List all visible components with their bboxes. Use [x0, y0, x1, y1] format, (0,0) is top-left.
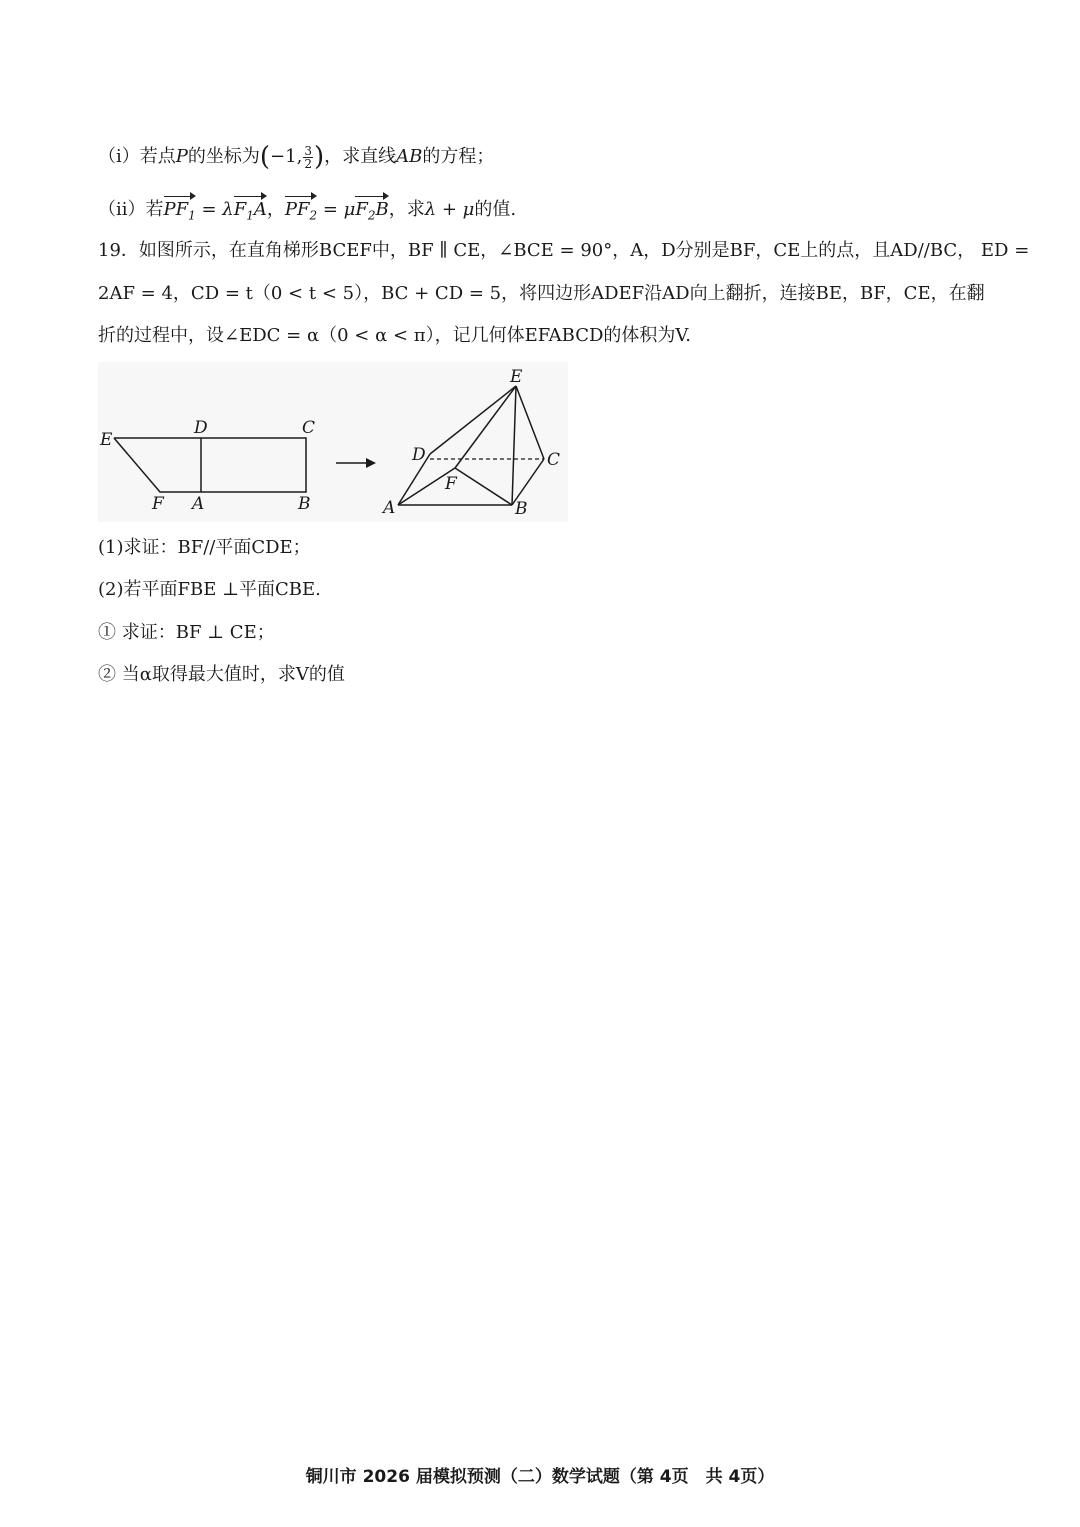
label-left-b: B — [298, 494, 311, 514]
q19-line-1: 19．如图所示，在直角梯形BCEF中，BF ∥ CE，∠BCE = 90°，A，D分别是BF，CE上的点，且AD//BC， ED = — [98, 240, 1030, 261]
frac-num: 3 — [304, 143, 312, 158]
comma: ， — [266, 199, 285, 220]
label-left-f: F — [152, 494, 164, 514]
label-left-c: C — [302, 418, 316, 438]
part-ii-prefix: （ii）若 — [98, 199, 164, 220]
lambda-plus-mu: λ + μ — [424, 199, 475, 220]
vector-f1a: $F_1A$ — [234, 196, 267, 230]
coord-open: ( — [259, 142, 271, 172]
label-right-a: A — [383, 498, 396, 518]
part-i-mid: 的坐标为 — [187, 146, 260, 167]
q18-part-i — [98, 143, 494, 171]
part-i-prefix: （i）若点 — [98, 146, 176, 167]
label-right-b: B — [515, 499, 528, 519]
eq-lambda: = λ — [195, 199, 234, 220]
q19-sub-1: (1)求证：BF//平面CDE； — [98, 537, 311, 558]
label-left-e: E — [100, 430, 113, 450]
label-right-f: F — [445, 474, 457, 494]
figure-background — [98, 362, 568, 522]
vector-pf1: $PF_1$ — [164, 196, 196, 230]
q19-line-2: 2AF = 4，CD = t（0 < t < 5），BC + CD = 5，将四边形ADEF沿AD向上翻折，连接BE，BF，CE，在翻 — [98, 283, 985, 304]
part-i-suffix: 的方程； — [422, 146, 495, 167]
vector-pf2: $PF_2$ — [285, 196, 317, 230]
coord-x: −1, — [270, 146, 303, 167]
q19-line-3: 折的过程中，设∠EDC = α（0 < α < π），记几何体EFABCD的体积为V. — [98, 325, 691, 346]
q19-sub-2: (2)若平面FBE ⊥平面CBE. — [98, 579, 321, 600]
page-footer: 铜川市 2026 届模拟预测（二）数学试题（第 4页 共 4页） — [305, 1467, 775, 1487]
var-ab: AB — [396, 146, 423, 167]
eq-mu: = μ — [317, 199, 356, 220]
q19-sub-2-i: ① 求证：BF ⊥ CE； — [98, 622, 275, 643]
fraction-three-halves — [303, 145, 313, 170]
var-p: P — [175, 146, 188, 167]
folding-figure — [98, 362, 568, 522]
label-right-d: D — [412, 445, 426, 465]
q18-part-ii — [98, 196, 516, 230]
part-ii-suffix: 的值. — [474, 199, 517, 220]
part-ii-mid: ，求 — [388, 199, 425, 220]
label-left-d: D — [194, 418, 208, 438]
coord-close: ) — [313, 142, 325, 172]
vector-f2b: $F_2B$ — [355, 196, 388, 230]
q19-sub-2-ii: ② 当α取得最大值时，求V的值 — [98, 664, 345, 685]
frac-den: 2 — [304, 156, 312, 171]
label-right-c: C — [547, 450, 561, 470]
part-i-mid2: ，求直线 — [324, 146, 397, 167]
label-right-e: E — [510, 367, 523, 387]
label-left-a: A — [192, 494, 205, 514]
